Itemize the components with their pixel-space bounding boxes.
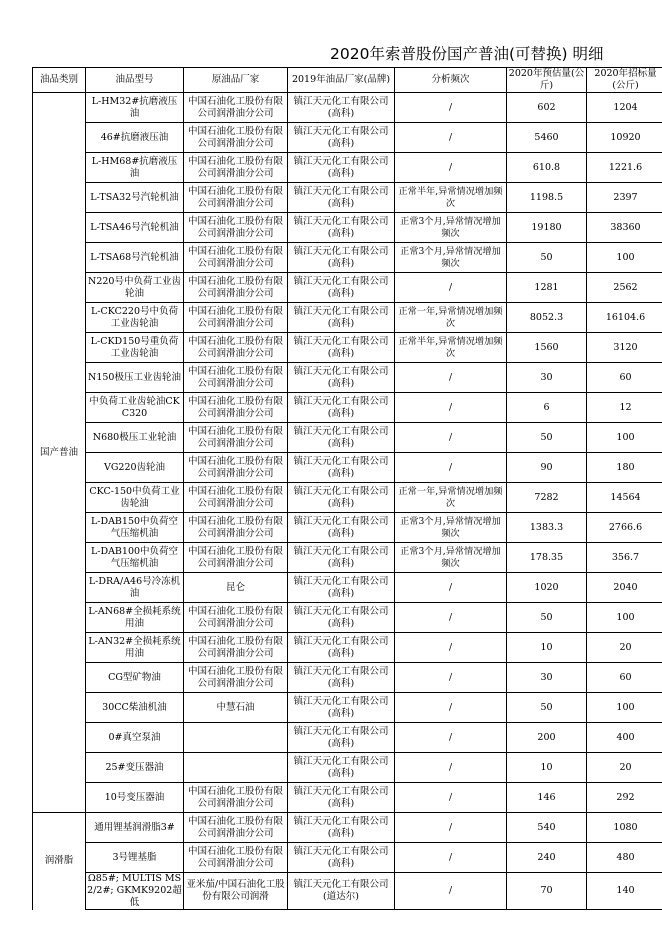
brand-cell: 镇江天元化工有限公司(高科)	[288, 213, 395, 243]
table-row	[33, 213, 662, 243]
estimate-cell: 6	[507, 393, 587, 423]
bid-cell: 100	[587, 603, 662, 633]
table-row	[33, 873, 662, 910]
brand-cell: 镇江天元化工有限公司(高科)	[288, 453, 395, 483]
table-row	[33, 693, 662, 723]
bid-cell: 14564	[587, 483, 662, 513]
brand-cell: 镇江天元化工有限公司(高科)	[288, 423, 395, 453]
table-row	[33, 753, 662, 783]
brand-cell: 镇江天元化工有限公司(高科)	[288, 333, 395, 363]
frequency-cell: /	[395, 783, 507, 813]
brand-cell: 镇江天元化工有限公司(高科)	[288, 273, 395, 303]
brand-cell: 镇江天元化工有限公司(高科)	[288, 153, 395, 183]
maker-cell: 中国石油化工股份有限公司润滑油分公司	[184, 543, 288, 573]
model-cell: 通用锂基润滑脂3#	[86, 813, 184, 843]
model-cell: N150极压工业齿轮油	[86, 363, 184, 393]
table-row	[33, 603, 662, 633]
estimate-cell: 178.35	[507, 543, 587, 573]
maker-cell: 中国石油化工股份有限公司润滑油分公司	[184, 783, 288, 813]
estimate-cell: 10	[507, 753, 587, 783]
frequency-cell: /	[395, 603, 507, 633]
bid-cell: 1204	[587, 93, 662, 123]
estimate-cell: 540	[507, 813, 587, 843]
estimate-cell: 1560	[507, 333, 587, 363]
frequency-cell: /	[395, 423, 507, 453]
model-cell: L-HM68#抗磨液压油	[86, 153, 184, 183]
bid-cell: 292	[587, 783, 662, 813]
bid-cell: 60	[587, 363, 662, 393]
header-frequency: 分析频次	[395, 68, 507, 93]
maker-cell: 中国石油化工股份有限公司润滑油分公司	[184, 633, 288, 663]
table-row	[33, 483, 662, 513]
estimate-cell: 146	[507, 783, 587, 813]
brand-cell: 镇江天元化工有限公司(高科)	[288, 93, 395, 123]
brand-cell: 镇江天元化工有限公司(高科)	[288, 633, 395, 663]
estimate-cell: 1281	[507, 273, 587, 303]
model-cell: CKC-150中负荷工业齿轮油	[86, 483, 184, 513]
table-row	[33, 663, 662, 693]
estimate-cell: 200	[507, 723, 587, 753]
table-row	[33, 303, 662, 333]
bid-cell: 2562	[587, 273, 662, 303]
model-cell: 3号锂基脂	[86, 843, 184, 873]
maker-cell: 中国石油化工股份有限公司润滑油分公司	[184, 123, 288, 153]
frequency-cell: /	[395, 633, 507, 663]
maker-cell: 中国石油化工股份有限公司润滑油分公司	[184, 243, 288, 273]
frequency-cell: 正常3个月,异常情况增加频次	[395, 513, 507, 543]
maker-cell: 中国石油化工股份有限公司润滑油分公司	[184, 603, 288, 633]
model-cell: CG型矿物油	[86, 663, 184, 693]
estimate-cell: 1383.3	[507, 513, 587, 543]
bid-cell: 100	[587, 423, 662, 453]
bid-cell: 16104.6	[587, 303, 662, 333]
bid-cell: 2397	[587, 183, 662, 213]
brand-cell: 镇江天元化工有限公司(高科)	[288, 573, 395, 603]
frequency-cell: /	[395, 873, 507, 910]
table-row	[33, 813, 662, 843]
bid-cell: 140	[587, 873, 662, 910]
bid-cell: 1080	[587, 813, 662, 843]
estimate-cell: 50	[507, 693, 587, 723]
maker-cell: 中国石油化工股份有限公司润滑油分公司	[184, 483, 288, 513]
maker-cell: 昆仑	[184, 573, 288, 603]
bid-cell: 480	[587, 843, 662, 873]
brand-cell: 镇江天元化工有限公司(高科)	[288, 783, 395, 813]
brand-cell: 镇江天元化工有限公司(高科)	[288, 183, 395, 213]
estimate-cell: 50	[507, 423, 587, 453]
frequency-cell: /	[395, 273, 507, 303]
header-model: 油品型号	[86, 68, 184, 93]
table-row	[33, 243, 662, 273]
brand-cell: 镇江天元化工有限公司(高科)	[288, 483, 395, 513]
bid-cell: 180	[587, 453, 662, 483]
maker-cell	[184, 753, 288, 783]
maker-cell: 中国石油化工股份有限公司润滑油分公司	[184, 393, 288, 423]
header-brand: 2019年油品厂家(品牌)	[288, 68, 395, 93]
brand-cell: 镇江天元化工有限公司(高科)	[288, 393, 395, 423]
frequency-cell: 正常一年,异常情况增加频次	[395, 303, 507, 333]
document-title: 2020年索普股份国产普油(可替换) 明细	[330, 45, 604, 63]
brand-cell: 镇江天元化工有限公司(高科)	[288, 723, 395, 753]
table-row	[33, 333, 662, 363]
maker-cell: 中国石油化工股份有限公司润滑油分公司	[184, 363, 288, 393]
model-cell: L-DRA/A46号冷冻机油	[86, 573, 184, 603]
table-row	[33, 723, 662, 753]
table-row	[33, 843, 662, 873]
estimate-cell: 50	[507, 603, 587, 633]
table-row	[33, 153, 662, 183]
bid-cell: 1221.6	[587, 153, 662, 183]
bid-cell: 3120	[587, 333, 662, 363]
table-row	[33, 273, 662, 303]
brand-cell: 镇江天元化工有限公司(道达尔)	[288, 873, 395, 910]
frequency-cell: /	[395, 123, 507, 153]
model-cell: 25#变压器油	[86, 753, 184, 783]
bid-cell: 10920	[587, 123, 662, 153]
frequency-cell: /	[395, 153, 507, 183]
estimate-cell: 50	[507, 243, 587, 273]
lubricant-table	[32, 67, 662, 910]
table-row	[33, 393, 662, 423]
header-estimate: 2020年预估量(公斤)	[507, 68, 587, 93]
frequency-cell: 正常3个月,异常情况增加频次	[395, 213, 507, 243]
maker-cell: 中慧石油	[184, 693, 288, 723]
header-category: 油品类别	[33, 68, 86, 93]
bid-cell: 38360	[587, 213, 662, 243]
table-row	[33, 573, 662, 603]
brand-cell: 镇江天元化工有限公司(高科)	[288, 753, 395, 783]
table-row	[33, 183, 662, 213]
model-cell: L-DAB150中负荷空气压缩机油	[86, 513, 184, 543]
model-cell: L-TSA46号汽轮机油	[86, 213, 184, 243]
model-cell: L-TSA68号汽轮机油	[86, 243, 184, 273]
brand-cell: 镇江天元化工有限公司(高科)	[288, 693, 395, 723]
table-row	[33, 363, 662, 393]
brand-cell: 镇江天元化工有限公司(高科)	[288, 243, 395, 273]
frequency-cell: 正常半年,异常情况增加频次	[395, 333, 507, 363]
model-cell: 30CC柴油机油	[86, 693, 184, 723]
maker-cell: 中国石油化工股份有限公司润滑油分公司	[184, 423, 288, 453]
frequency-cell: 正常一年,异常情况增加频次	[395, 483, 507, 513]
maker-cell: 亚米茄/中国石油化工股份有限公司润滑	[184, 873, 288, 910]
maker-cell: 中国石油化工股份有限公司润滑油分公司	[184, 153, 288, 183]
estimate-cell: 1020	[507, 573, 587, 603]
brand-cell: 镇江天元化工有限公司(高科)	[288, 123, 395, 153]
maker-cell: 中国石油化工股份有限公司润滑油分公司	[184, 273, 288, 303]
estimate-cell: 30	[507, 663, 587, 693]
table-row	[33, 123, 662, 153]
maker-cell: 中国石油化工股份有限公司润滑油分公司	[184, 663, 288, 693]
table-row	[33, 513, 662, 543]
estimate-cell: 1198.5	[507, 183, 587, 213]
maker-cell: 中国石油化工股份有限公司润滑油分公司	[184, 453, 288, 483]
table-body	[33, 93, 662, 910]
frequency-cell: /	[395, 723, 507, 753]
frequency-cell: /	[395, 813, 507, 843]
brand-cell: 镇江天元化工有限公司(高科)	[288, 603, 395, 633]
brand-cell: 镇江天元化工有限公司(高科)	[288, 303, 395, 333]
estimate-cell: 19180	[507, 213, 587, 243]
estimate-cell: 602	[507, 93, 587, 123]
bid-cell: 356.7	[587, 543, 662, 573]
frequency-cell: /	[395, 693, 507, 723]
table-row	[33, 93, 662, 123]
estimate-cell: 30	[507, 363, 587, 393]
model-cell: N220号中负荷工业齿轮油	[86, 273, 184, 303]
bid-cell: 12	[587, 393, 662, 423]
table-row	[33, 633, 662, 663]
bid-cell: 60	[587, 663, 662, 693]
model-cell: N680极压工业轮油	[86, 423, 184, 453]
estimate-cell: 8052.3	[507, 303, 587, 333]
frequency-cell: /	[395, 363, 507, 393]
estimate-cell: 5460	[507, 123, 587, 153]
estimate-cell: 7282	[507, 483, 587, 513]
brand-cell: 镇江天元化工有限公司(高科)	[288, 843, 395, 873]
estimate-cell: 90	[507, 453, 587, 483]
category-cell: 润滑脂	[33, 813, 86, 910]
brand-cell: 镇江天元化工有限公司(高科)	[288, 543, 395, 573]
model-cell: 中负荷工业齿轮油CKC320	[86, 393, 184, 423]
estimate-cell: 10	[507, 633, 587, 663]
bid-cell: 2766.6	[587, 513, 662, 543]
table-row	[33, 783, 662, 813]
brand-cell: 镇江天元化工有限公司(高科)	[288, 663, 395, 693]
brand-cell: 镇江天元化工有限公司(高科)	[288, 363, 395, 393]
model-cell: 10号变压器油	[86, 783, 184, 813]
estimate-cell: 70	[507, 873, 587, 910]
model-cell: L-HM32#抗磨液压油	[86, 93, 184, 123]
frequency-cell: /	[395, 753, 507, 783]
maker-cell: 中国石油化工股份有限公司润滑油分公司	[184, 183, 288, 213]
maker-cell: 中国石油化工股份有限公司润滑油分公司	[184, 333, 288, 363]
header-bid: 2020年招标量(公斤)	[587, 68, 662, 93]
model-cell: L-AN32#全损耗系统用油	[86, 633, 184, 663]
table-header	[33, 68, 662, 93]
category-cell: 国产普油	[33, 93, 86, 813]
model-cell: L-TSA32号汽轮机油	[86, 183, 184, 213]
estimate-cell: 610.8	[507, 153, 587, 183]
model-cell: VG220齿轮油	[86, 453, 184, 483]
frequency-cell: /	[395, 93, 507, 123]
table-row	[33, 543, 662, 573]
maker-cell: 中国石油化工股份有限公司润滑油分公司	[184, 303, 288, 333]
model-cell: 0#真空泵油	[86, 723, 184, 753]
bid-cell: 100	[587, 693, 662, 723]
maker-cell: 中国石油化工股份有限公司润滑油分公司	[184, 93, 288, 123]
model-cell: L-AN68#全损耗系统用油	[86, 603, 184, 633]
frequency-cell: 正常3个月,异常情况增加频次	[395, 543, 507, 573]
model-cell: 46#抗磨液压油	[86, 123, 184, 153]
maker-cell: 中国石油化工股份有限公司润滑油分公司	[184, 813, 288, 843]
model-cell: Ω85#; MULTIS MS 2/2#; GKMK9202超低	[87, 873, 182, 908]
bid-cell: 2040	[587, 573, 662, 603]
bid-cell: 20	[587, 633, 662, 663]
brand-cell: 镇江天元化工有限公司(高科)	[288, 513, 395, 543]
frequency-cell: /	[395, 393, 507, 423]
model-cell: L-DAB100中负荷空气压缩机油	[86, 543, 184, 573]
maker-cell: 中国石油化工股份有限公司润滑油分公司	[184, 513, 288, 543]
model-cell: L-CKC220号中负荷工业齿轮油	[86, 303, 184, 333]
frequency-cell: 正常半年,异常情况增加频次	[395, 183, 507, 213]
maker-cell	[184, 723, 288, 753]
bid-cell: 100	[587, 243, 662, 273]
estimate-cell: 240	[507, 843, 587, 873]
frequency-cell: 正常3个月,异常情况增加频次	[395, 243, 507, 273]
frequency-cell: /	[395, 663, 507, 693]
maker-cell: 中国石油化工股份有限公司润滑油分公司	[184, 213, 288, 243]
frequency-cell: /	[395, 573, 507, 603]
bid-cell: 20	[587, 753, 662, 783]
table-row	[33, 423, 662, 453]
table-row	[33, 453, 662, 483]
bid-cell: 400	[587, 723, 662, 753]
header-maker: 原油品厂家	[184, 68, 288, 93]
brand-cell: 镇江天元化工有限公司(高科)	[288, 813, 395, 843]
maker-cell: 中国石油化工股份有限公司润滑油分公司	[184, 843, 288, 873]
frequency-cell: /	[395, 843, 507, 873]
frequency-cell: /	[395, 453, 507, 483]
model-cell: L-CKD150号重负荷工业齿轮油	[86, 333, 184, 363]
